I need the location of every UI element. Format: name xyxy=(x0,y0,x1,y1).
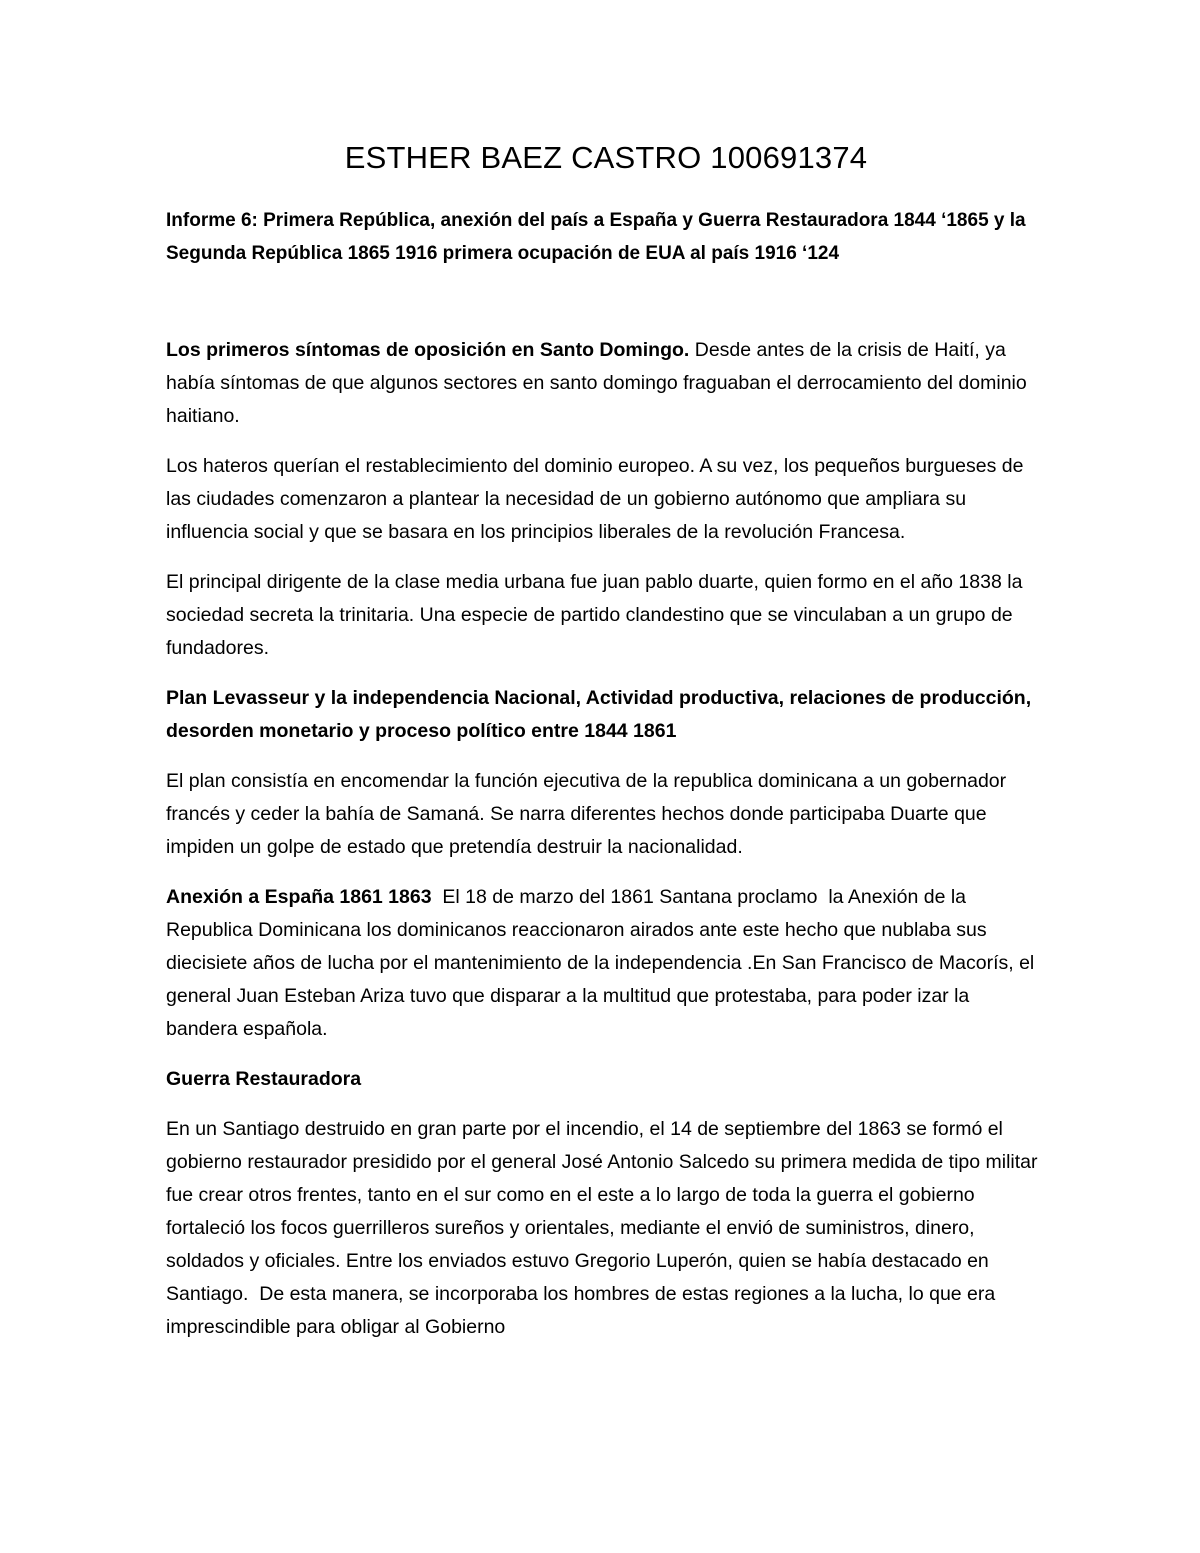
paragraph-duarte: El principal dirigente de la clase media urbana fue juan pablo duarte, quien formo en el año 1838 la sociedad secreta la trinitaria. Una especie de partido clandestino que se vinculaban a un grupo de fundadores. xyxy=(166,571,1023,659)
document-title: ESTHER BAEZ CASTRO 100691374 xyxy=(344,140,868,175)
paragraph-text: El 18 de marzo del 1861 Santana proclamo la Anexión de la Republica Dominicana los dominicanos reaccionaron airados ante este hecho que nublaba sus diecisiete años de lucha por el mantenimiento de la independencia .En San Francisco de Macorís, el general Juan Esteban Ariza tuvo que disparar a la multitud que protestaba, para poder izar la bandera española. xyxy=(166,886,1040,1040)
paragraph-lead: Anexión a España 1861 1863 xyxy=(166,886,432,908)
paragraph-oposicion xyxy=(166,334,1046,433)
paragraph-text: Desde antes de la crisis de Haití, ya había síntomas de que algunos sectores en santo domingo fraguaban el derrocamiento del dominio haitiano. xyxy=(166,339,1027,427)
paragraph-hateros: Los hateros querían el restablecimiento del dominio europeo. A su vez, los pequeños burgueses de las ciudades comenzaron a plantear la necesidad de un gobierno autónomo que ampliara su influencia social y que se basara en los principios liberales de la revolución Francesa. xyxy=(166,455,1024,543)
section-heading-guerra-restauradora: Guerra Restauradora xyxy=(166,1068,362,1090)
paragraph-anexion xyxy=(166,881,1046,1046)
paragraph-guerra: En un Santiago destruido en gran parte por el incendio, el 14 de septiembre del 1863 se formó el gobierno restaurador presidido por el general José Antonio Salcedo su primera medida de tipo militar fue crear otros frentes, tanto en el sur como en el este a lo largo de toda la guerra el gobierno fortaleció los focos guerrilleros sureños y orientales, mediante el envió de suministros, dinero, soldados y oficiales. Entre los enviados estuvo Gregorio Luperón, quien se había destacado en Santiago. De esta manera, se incorporaba los hombres de estas regiones a la lucha, lo que era imprescindible para obligar al Gobierno xyxy=(166,1118,1043,1338)
document-subtitle: Informe 6: Primera República, anexión del país a España y Guerra Restauradora 1844 ‘1865 y la Segunda República 1865 1916 primera ocupación de EUA al país 1916 ‘124 xyxy=(166,210,1026,264)
section-heading-plan-levasseur: Plan Levasseur y la independencia Nacional, Actividad productiva, relaciones de producción, desorden monetario y proceso político entre 1844 1861 xyxy=(166,687,1032,742)
paragraph-lead: Los primeros síntomas de oposición en Santo Domingo. xyxy=(166,339,690,361)
document-body xyxy=(166,140,1046,1361)
paragraph-plan: El plan consistía en encomendar la función ejecutiva de la republica dominicana a un gobernador francés y ceder la bahía de Samaná. Se narra diferentes hechos donde participaba Duarte que impiden un golpe de estado que pretendía destruir la nacionalidad. xyxy=(166,770,1007,858)
